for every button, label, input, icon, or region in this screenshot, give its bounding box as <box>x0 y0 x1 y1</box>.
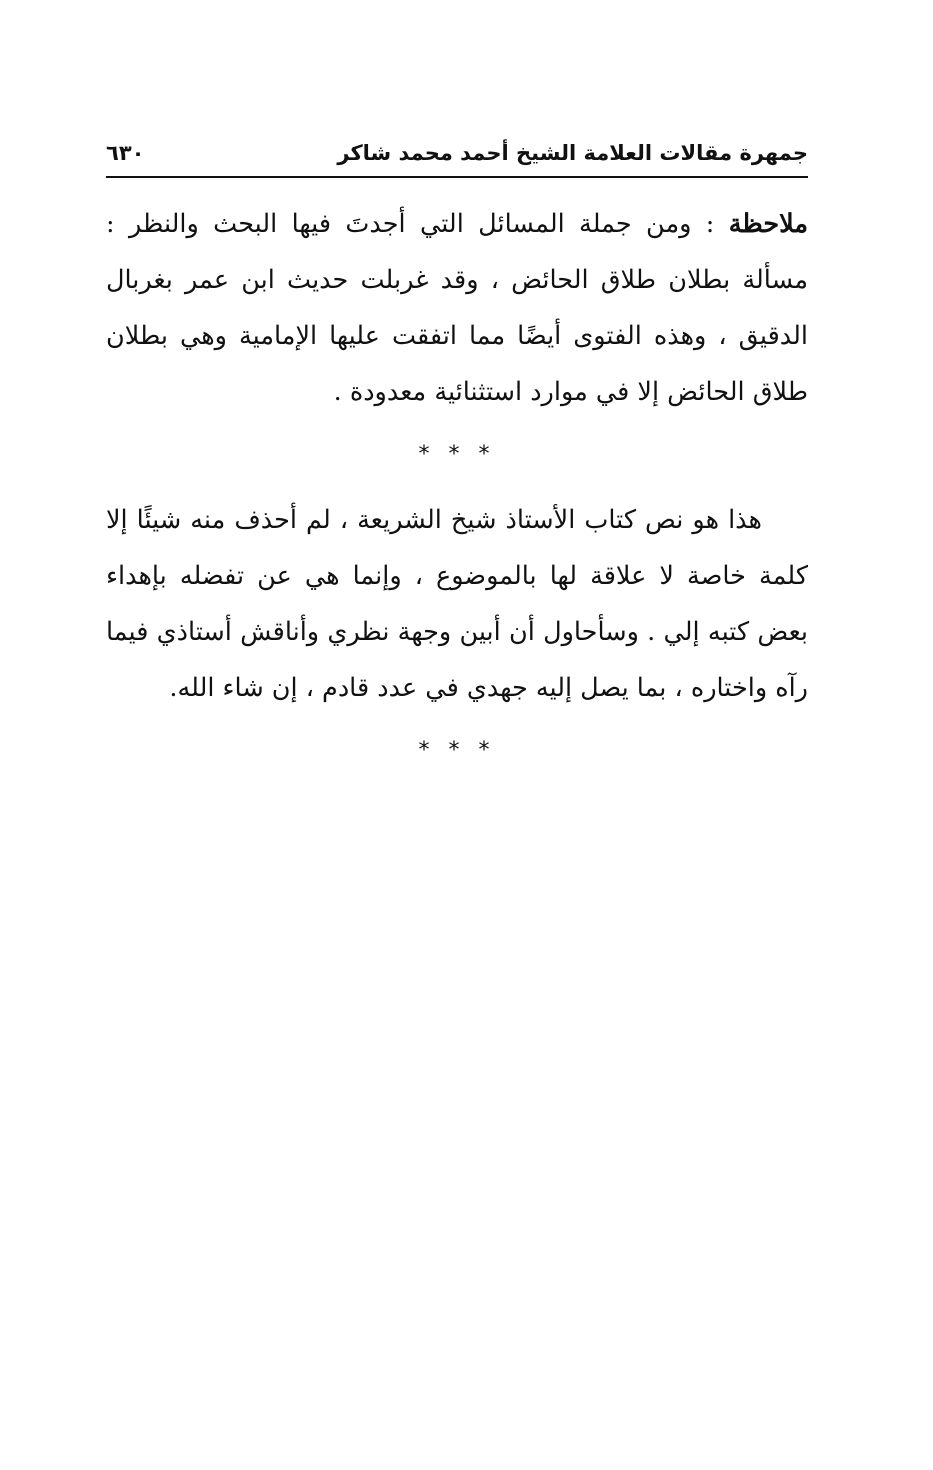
page-header <box>106 130 808 178</box>
running-title: جمهرة مقالات العلامة الشيخ أحمد محمد شاكر <box>337 141 808 165</box>
page-number: ٦٣٠ <box>106 141 145 165</box>
section-separator: * * * <box>418 442 496 467</box>
note-paragraph <box>106 196 808 420</box>
main-paragraph: هذا هو نص كتاب الأستاذ شيخ الشريعة ، لم أحذف منه شيئًا إلا كلمة خاصة لا علاقة لها بالموضوع ، وإنما هي عن تفضله بإهداء بعض كتبه إلي . وسأحاول أن أبين وجهة نظري وأناقش أستاذي فيما رآه واختاره ، بما يصل إليه جهدي في عدد قادم ، إن شاء الله. <box>106 505 808 703</box>
note-label: ملاحظة <box>728 209 808 239</box>
end-separator: * * * <box>418 738 496 763</box>
note-text: : ومن جملة المسائل التي أجدتَ فيها البحث والنظر : مسألة بطلان طلاق الحائض ، وقد غربلت حديث ابن عمر بغربال الدقيق ، وهذه الفتوى أيضًا مما اتفقت عليها الإمامية وهي بطلان طلاق الحائض إلا في موارد استثنائية معدودة . <box>106 209 808 407</box>
